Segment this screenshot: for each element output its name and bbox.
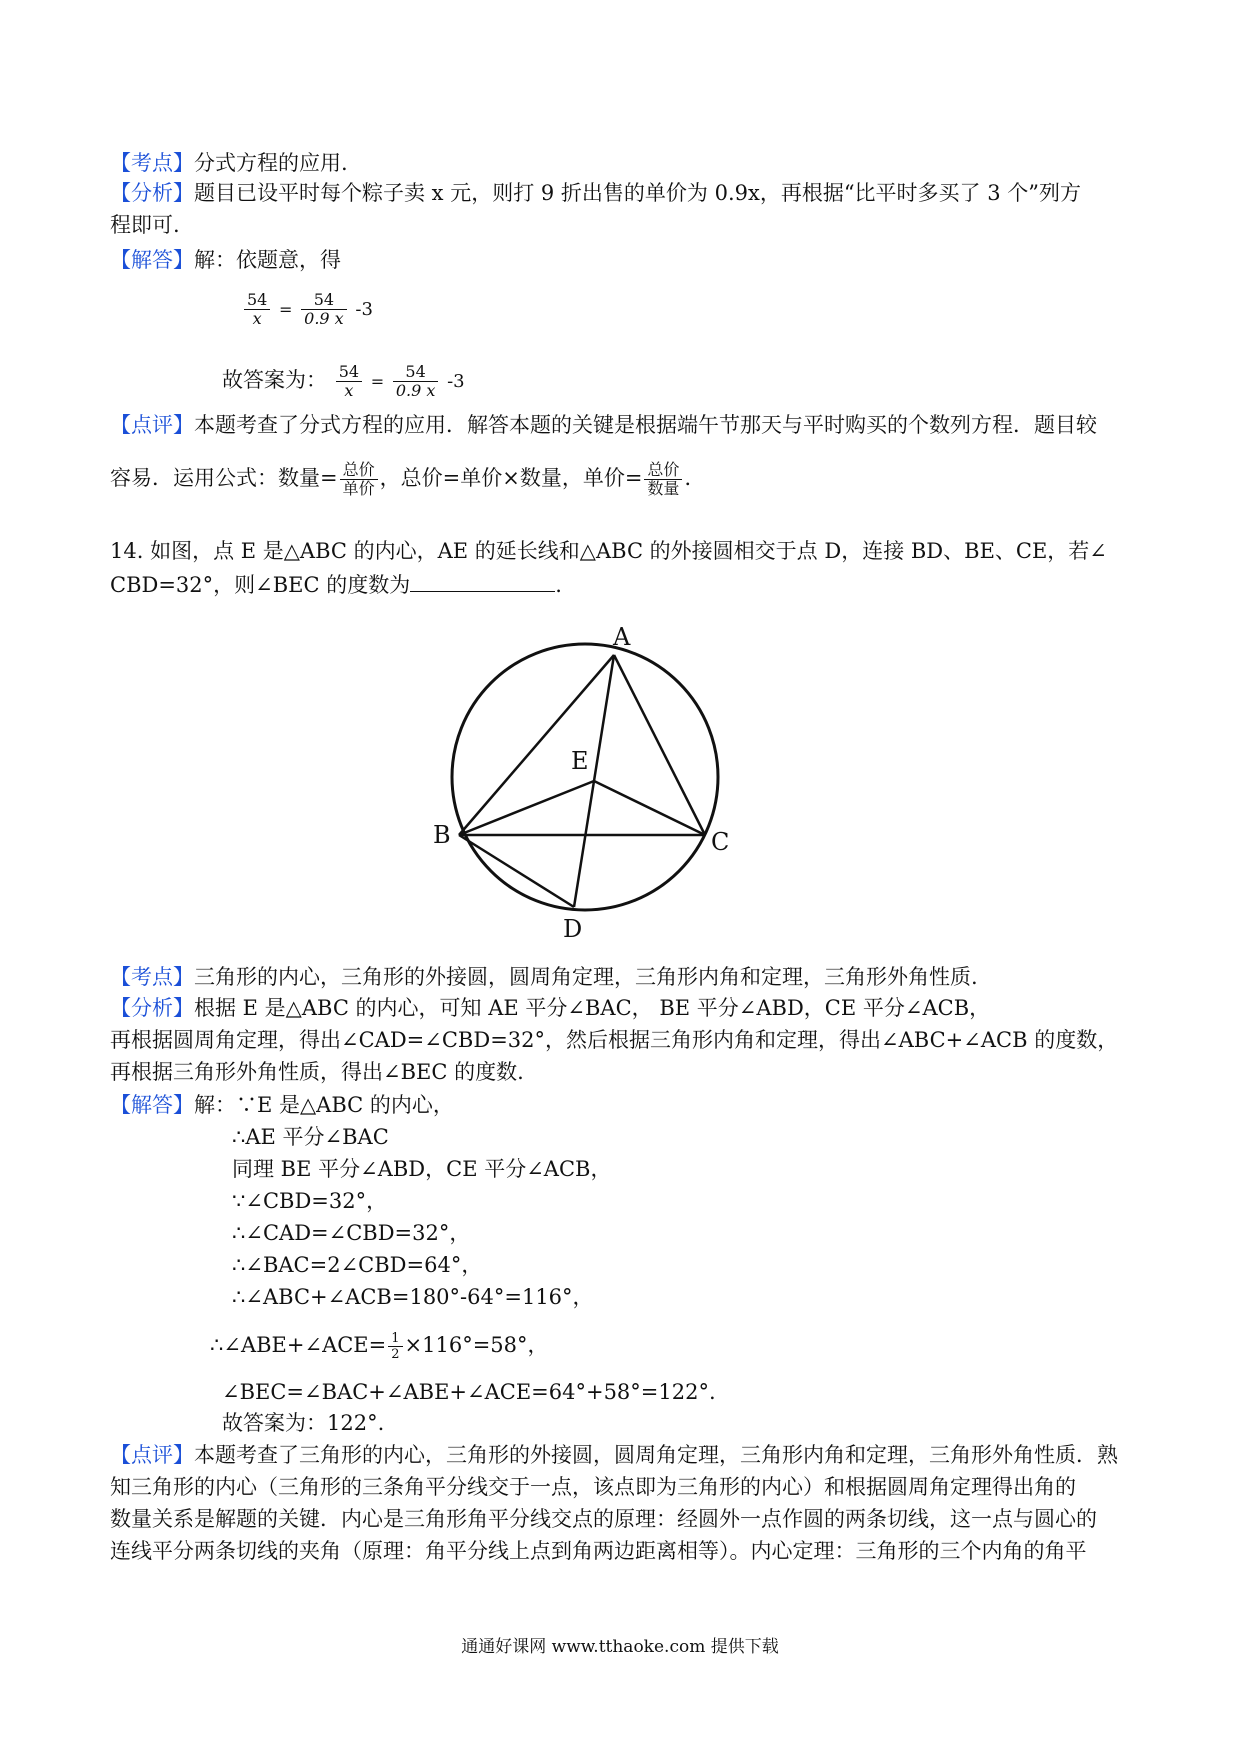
- s14-jieda: [110, 1090, 1140, 1120]
- s14-fenxi-cont-1: 再根据圆周角定理，得出∠CAD=∠CBD=32°，然后根据三角形内角和定理，得出∠ABC+∠ACB 的度数，: [110, 1028, 1119, 1052]
- answer-prefix: 故答案为：: [222, 368, 327, 392]
- label-D: D: [563, 915, 583, 940]
- solution-step: 同理 BE 平分∠ABD，CE 平分∠ACB，: [232, 1157, 612, 1181]
- kaodian-text: 三角形的内心，三角形的外接圆，圆周角定理，三角形内角和定理，三角形外角性质.: [194, 965, 978, 989]
- dianping-text: 本题考查了三角形的内心，三角形的外接圆，圆周角定理，三角形内角和定理，三角形外角性质．熟: [194, 1443, 1118, 1467]
- geometry-figure: [420, 610, 750, 940]
- s14-dianping: [110, 1440, 1140, 1470]
- label-E: E: [571, 747, 589, 775]
- s14-fenxi-cont-2: 再根据三角形外角性质，得出∠BEC 的度数.: [110, 1060, 524, 1084]
- solution-step: ∴∠ABE+∠ACE= $\frac{1}{2}$ ×116°=58°，: [210, 1331, 549, 1362]
- jieda-text: 解：依题意，得: [194, 248, 341, 272]
- solution-step: ∴AE 平分∠BAC: [232, 1125, 389, 1149]
- s13-jieda: [110, 245, 1140, 275]
- solution-step: ∠BEC=∠BAC+∠ABE+∠ACE=64°+58°=122°.: [222, 1380, 716, 1404]
- s14-dianping-cont-3: 连线平分两条切线的夹角（原理：角平分线上点到角两边距离相等）。内心定理：三角形的三个内角的角平: [110, 1539, 1087, 1563]
- s14-dianping-cont-1: 知三角形的内心（三角形的三条角平分线交于一点，该点即为三角形的内心）和根据圆周角定理得出角的: [110, 1475, 1076, 1499]
- s13-dianping: [110, 410, 1140, 440]
- q14-stem: 14. 如图，点 E 是△ABC 的内心，AE 的延长线和△ABC 的外接圆相交于点 D，连接 BD、BE、CE，若∠: [110, 539, 1107, 563]
- dianping-text: 本题考查了分式方程的应用．解答本题的关键是根据端午节那天与平时购买的个数列方程．题目较: [194, 413, 1097, 437]
- solution-step: ∴∠ABC+∠ACB=180°-64°=116°，: [232, 1285, 594, 1309]
- solution-step: ∵∠CBD=32°，: [232, 1189, 388, 1213]
- jieda-text: 解：∵E 是△ABC 的内心，: [194, 1093, 454, 1117]
- fenxi-text: 根据 E 是△ABC 的内心，可知 AE 平分∠BAC， BE 平分∠ABD，CE 平分∠ACB，: [194, 996, 991, 1020]
- fraction-left: $\frac{54}{x}$: [336, 364, 362, 399]
- fenxi-tag: 【分析】: [110, 181, 194, 205]
- s13-fenxi-cont: 程即可.: [110, 213, 180, 237]
- solution-step: ∴∠CAD=∠CBD=32°，: [232, 1221, 471, 1245]
- s14-kaodian: [110, 962, 1140, 992]
- s13-kaodian: [110, 148, 1140, 178]
- label-C: C: [711, 828, 730, 856]
- s13-dianping-cont: 容易．运用公式：数量= $\frac{\text{总价}}{\text{单价}}$ ，总价=单价×数量，单价= $\frac{\text{总价}}{\text{数量}}$ ．: [110, 460, 706, 498]
- fraction-left: $\frac{54}{x}$: [244, 292, 270, 327]
- answer-blank: [410, 571, 555, 592]
- fenxi-text: 题目已设平时每个粽子卖 x 元，则打 9 折出售的单价为 0.9x，再根据“比平时多买了 3 个”列方: [194, 181, 1082, 205]
- kaodian-tag: 【考点】: [110, 151, 194, 175]
- kaodian-text: 分式方程的应用.: [194, 151, 348, 175]
- s14-answer: 故答案为：122°.: [222, 1411, 385, 1435]
- dianping-tag: 【点评】: [110, 413, 194, 437]
- fraction-right: $\frac{54}{0.9 x}$: [301, 292, 347, 327]
- formula-fraction-1: $\frac{\text{总价}}{\text{单价}}$: [340, 462, 378, 497]
- formula-fraction-2: $\frac{\text{总价}}{\text{数量}}$: [644, 462, 682, 497]
- jieda-tag: 【解答】: [110, 1093, 194, 1117]
- label-A: A: [613, 623, 631, 651]
- half-fraction: $\frac{1}{2}$: [388, 1332, 402, 1361]
- solution-step: ∴∠BAC=2∠CBD=64°，: [232, 1253, 483, 1277]
- dianping-tag: 【点评】: [110, 1443, 194, 1467]
- segment-AC: [614, 655, 705, 835]
- jieda-tag: 【解答】: [110, 248, 194, 272]
- s13-equation: $\frac{54}{x}$ = $\frac{54}{0.9 x}$ -3: [242, 292, 1240, 327]
- fraction-right: $\frac{54}{0.9 x}$: [393, 364, 439, 399]
- label-B: B: [433, 821, 451, 849]
- s13-answer: 故答案为： $\frac{54}{x}$ = $\frac{54}{0.9 x}$ -3: [222, 362, 465, 400]
- segment-BE: [459, 781, 594, 835]
- page-footer: 通通好课网 www.tthaoke.com 提供下载: [461, 1637, 779, 1657]
- kaodian-tag: 【考点】: [110, 965, 194, 989]
- s13-fenxi: [110, 178, 1140, 208]
- fenxi-tag: 【分析】: [110, 996, 194, 1020]
- s14-fenxi: [110, 993, 1140, 1023]
- segment-BD: [459, 835, 574, 907]
- s14-dianping-cont-2: 数量关系是解题的关键．内心是三角形角平分线交点的原理：经圆外一点作圆的两条切线，这一点与圆心的: [110, 1507, 1097, 1531]
- circumcircle: [452, 644, 718, 910]
- q14-stem-cont: CBD=32°，则∠BEC 的度数为 .: [110, 573, 562, 597]
- segment-CE: [594, 781, 705, 835]
